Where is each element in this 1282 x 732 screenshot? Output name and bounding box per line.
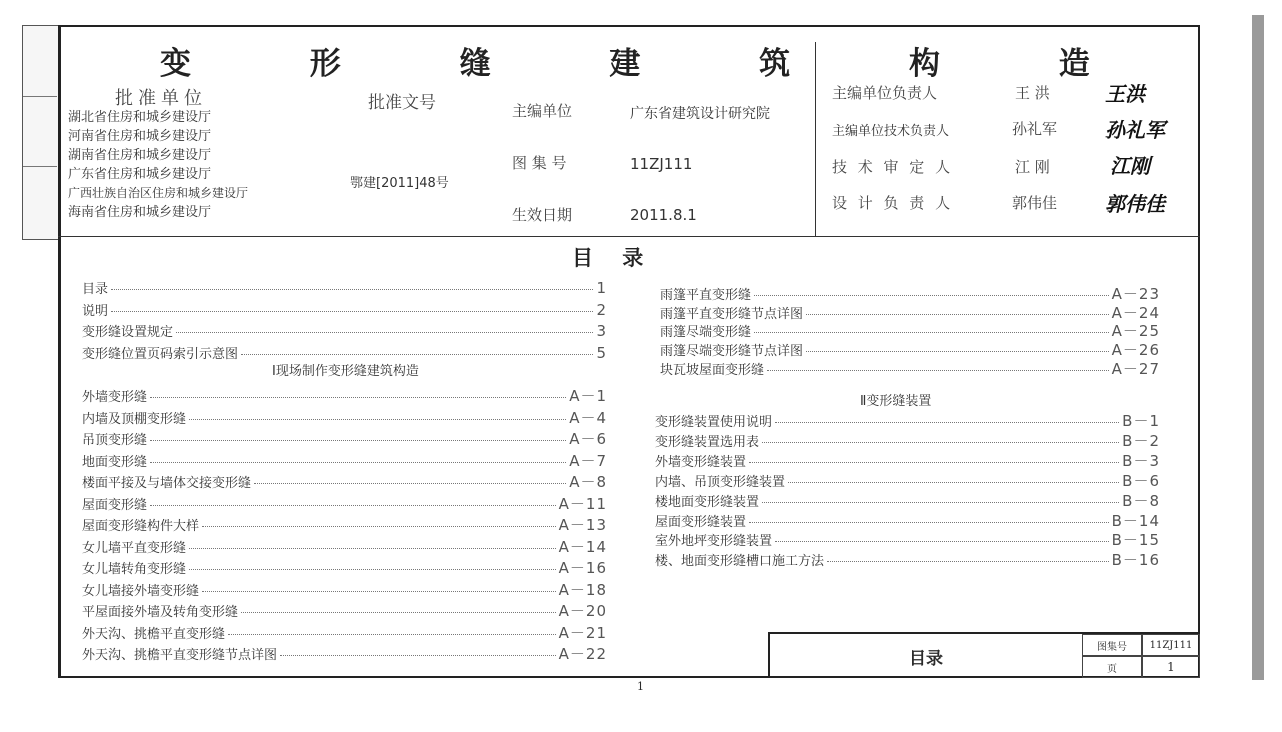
leader-dots <box>176 332 593 333</box>
toc-entry[interactable] <box>655 410 1160 431</box>
toc-entry-label: 屋面变形缝 <box>82 497 148 513</box>
leader-dots <box>806 351 1109 352</box>
person-name: 王 洪 <box>1015 84 1050 102</box>
toc-entry-page: B－8 <box>1122 491 1160 510</box>
toc-entry-page: B－2 <box>1122 431 1160 450</box>
approval-doc-label: 批准文号 <box>368 93 436 113</box>
title-block <box>768 632 1200 678</box>
approval-unit: 广西壮族自治区住房和城乡建设厅 <box>68 186 249 200</box>
toc-entry-label: 屋面变形缝构件大样 <box>82 519 200 534</box>
toc-entry[interactable] <box>655 549 1160 570</box>
toc-entry-page: A－24 <box>1111 303 1160 322</box>
toc-entry[interactable] <box>82 557 607 578</box>
leader-dots <box>767 370 1109 371</box>
toc-entry-page: B－16 <box>1111 551 1160 570</box>
leader-dots <box>150 397 566 398</box>
toc-entry-page: A－22 <box>558 645 607 663</box>
leader-dots <box>806 314 1109 315</box>
leader-dots <box>111 311 593 312</box>
toc-entry[interactable] <box>82 471 607 492</box>
leader-dots <box>202 591 556 592</box>
toc-entry-page: B－6 <box>1122 471 1160 490</box>
margin-cell <box>23 96 57 167</box>
effective-date-label: 生效日期 <box>512 206 573 224</box>
toc-entry-page: A－6 <box>569 430 607 448</box>
approval-doc: 鄂建[2011]48号 <box>350 176 449 191</box>
leader-dots <box>228 634 556 635</box>
toc-entry[interactable] <box>82 407 607 428</box>
toc-entry-label: 雨篷尽端变形缝节点详图 <box>660 344 804 360</box>
leader-dots <box>254 483 566 484</box>
page-cell: 1 <box>1142 656 1200 678</box>
signature: 王洪 <box>1105 82 1145 106</box>
margin-signature <box>23 26 57 97</box>
signature: 江刚 <box>1110 154 1150 178</box>
toc-entry-page: A－13 <box>558 516 607 534</box>
toc-entry-label: 外天沟、挑檐平直变形缝 <box>82 626 226 642</box>
toc-entry-label: 吊顶变形缝 <box>82 433 148 448</box>
leader-dots <box>749 462 1119 463</box>
toc-entry-page: A－25 <box>1111 322 1160 341</box>
atlas-no-label: 图 集 号 <box>512 154 567 172</box>
leader-dots <box>754 295 1109 296</box>
toc-entry-label: 室外地坪变形缝装置 <box>655 534 773 550</box>
leader-dots <box>749 522 1109 523</box>
leader-dots <box>150 505 556 506</box>
toc-entry-label: 外墙变形缝装置 <box>655 454 747 470</box>
toc-entry[interactable] <box>655 470 1160 491</box>
page-label-cell: 页 <box>1082 656 1142 678</box>
header-divider <box>58 236 1200 237</box>
toc-entry[interactable] <box>82 300 607 319</box>
person-name: 江 刚 <box>1015 158 1050 176</box>
toc-entry-page: A－1 <box>569 387 607 405</box>
margin-cell <box>23 166 57 239</box>
title-block-name: 目录 <box>909 648 943 669</box>
person-role: 技 术 审 定 人 <box>832 158 954 176</box>
leader-dots <box>762 502 1119 503</box>
person-role: 主编单位负责人 <box>832 84 938 102</box>
person-name: 孙礼军 <box>1012 120 1058 138</box>
editor-unit: 广东省建筑设计研究院 <box>630 106 770 122</box>
signature: 郭伟佳 <box>1105 192 1165 216</box>
toc-entry-label: 女儿墙接外墙变形缝 <box>82 583 200 599</box>
toc-entry-page: B－15 <box>1111 531 1160 550</box>
toc-entry-label: 变形缝装置使用说明 <box>655 415 773 430</box>
toc-entry[interactable] <box>655 529 1160 550</box>
toc-entry-label: 雨篷平直变形缝 <box>660 288 752 303</box>
toc-entry[interactable] <box>82 643 607 664</box>
toc-entry-label: 内墙、吊顶变形缝装置 <box>655 474 786 490</box>
toc-entry[interactable] <box>82 321 607 340</box>
toc-entry-page: A－7 <box>569 451 607 470</box>
toc-entry-label: 屋面变形缝装置 <box>655 514 747 530</box>
toc-entry[interactable] <box>82 493 607 514</box>
toc-entry-label: 变形缝位置页码索引示意图 <box>82 346 239 362</box>
leader-dots <box>202 526 556 527</box>
toc-entry-label: 变形缝装置选用表 <box>655 434 760 450</box>
scan-edge <box>1252 15 1264 680</box>
approval-unit: 湖南省住房和城乡建设厅 <box>68 148 212 163</box>
leader-dots <box>111 289 593 290</box>
toc-entry-page: A－23 <box>1111 285 1160 303</box>
leader-dots <box>762 442 1119 443</box>
toc-entry-label: 说明 <box>82 303 109 319</box>
leader-dots <box>827 561 1109 562</box>
margin-signature-strip <box>22 25 58 240</box>
person-role: 主编单位技术负责人 <box>832 124 950 139</box>
toc-section-heading: Ⅰ现场制作变形缝建筑构造 <box>272 364 419 379</box>
toc-entry-page: A－14 <box>558 537 607 556</box>
toc-entry-label: 块瓦坡屋面变形缝 <box>660 362 765 378</box>
leader-dots <box>775 541 1109 542</box>
approval-units-list <box>68 108 248 222</box>
toc-entry[interactable] <box>82 385 607 406</box>
toc-entry-label: 楼面平接及与墙体交接变形缝 <box>82 476 252 491</box>
document-title: 变 形 缝 建 筑 构 造 <box>160 46 1144 82</box>
approval-unit: 海南省住房和城乡建设厅 <box>68 205 212 220</box>
toc-entry-label: 雨篷尽端变形缝 <box>660 325 752 341</box>
toc-entry-page: B－3 <box>1122 451 1160 470</box>
toc-entry-page: A－27 <box>1111 359 1160 378</box>
toc-entry-page: A－8 <box>569 473 607 491</box>
toc-entry-label: 雨篷平直变形缝节点详图 <box>660 306 804 322</box>
toc-entry[interactable] <box>82 514 607 535</box>
toc-entry[interactable] <box>82 428 607 449</box>
atlas-no-cell: 11ZJ111 <box>1142 634 1200 656</box>
toc-entry-label: 楼地面变形缝装置 <box>655 494 760 510</box>
toc-entry-page: A－21 <box>558 623 607 642</box>
toc-entry[interactable] <box>655 430 1160 451</box>
toc-entry[interactable] <box>82 536 607 557</box>
toc-entry[interactable] <box>655 450 1160 471</box>
toc-entry-page: A－11 <box>558 494 607 513</box>
leader-dots <box>189 569 556 570</box>
toc-entry-page: 3 <box>596 322 607 340</box>
toc-entry[interactable] <box>82 278 607 297</box>
leader-dots <box>189 548 556 549</box>
toc-entry-label: 变形缝设置规定 <box>82 325 174 340</box>
toc-entry-page: 2 <box>596 300 607 319</box>
toc-entry-page: A－26 <box>1111 341 1160 360</box>
toc-entry-page: B－14 <box>1111 511 1160 530</box>
toc-entry[interactable] <box>82 600 607 621</box>
toc-entry[interactable] <box>82 343 607 362</box>
toc-entry-label: 楼、地面变形缝槽口施工方法 <box>655 554 825 570</box>
leader-dots <box>775 422 1119 423</box>
leader-dots <box>150 462 566 463</box>
toc-entry-label: 女儿墙平直变形缝 <box>82 540 187 556</box>
approval-unit: 湖北省住房和城乡建设厅 <box>68 110 212 125</box>
toc-entry-page: A－18 <box>558 580 607 599</box>
leader-dots <box>150 440 566 441</box>
approval-unit-label: 批准单位 <box>115 88 207 109</box>
toc-entry[interactable] <box>660 358 1160 379</box>
effective-date: 2011.8.1 <box>630 206 697 224</box>
person-name: 郭伟佳 <box>1012 194 1058 212</box>
toc-entry[interactable] <box>82 622 607 643</box>
toc-entry-label: 外天沟、挑檐平直变形缝节点详图 <box>82 648 278 663</box>
toc-entry-page: 1 <box>596 279 607 297</box>
editor-unit-label: 主编单位 <box>512 102 573 120</box>
toc-entry-label: 目录 <box>82 282 109 297</box>
approval-unit: 河南省住房和城乡建设厅 <box>68 129 212 144</box>
toc-entry[interactable] <box>82 579 607 600</box>
leader-dots <box>189 419 566 420</box>
leader-dots <box>280 655 556 656</box>
toc-title: 目 录 <box>572 246 644 270</box>
approval-unit: 广东省住房和城乡建设厅 <box>68 167 212 182</box>
toc-entry-label: 外墙变形缝 <box>82 390 148 405</box>
leader-dots <box>241 612 556 613</box>
toc-entry[interactable] <box>655 510 1160 531</box>
toc-entry-page: A－16 <box>558 559 607 577</box>
toc-entry[interactable] <box>655 490 1160 511</box>
toc-entry-page: A－20 <box>558 602 607 620</box>
leader-dots <box>241 354 593 355</box>
toc-section-heading: Ⅱ变形缝装置 <box>860 394 932 409</box>
toc-entry-label: 女儿墙转角变形缝 <box>82 562 187 577</box>
toc-entry-page: 5 <box>596 343 607 362</box>
atlas-no-label-cell: 图集号 <box>1082 634 1142 656</box>
toc-entry-page: B－1 <box>1122 412 1160 430</box>
toc-entry-label: 地面变形缝 <box>82 454 148 470</box>
toc-entry-page: A－4 <box>569 408 607 427</box>
toc-entry-label: 内墙及顶棚变形缝 <box>82 411 187 427</box>
signature: 孙礼军 <box>1105 118 1165 142</box>
leader-dots <box>754 332 1109 333</box>
toc-entry-label: 平屋面接外墙及转角变形缝 <box>82 605 239 620</box>
toc-entry[interactable] <box>82 450 607 471</box>
atlas-no: 11ZJ111 <box>630 155 693 173</box>
page-number: 1 <box>637 680 644 693</box>
leader-dots <box>788 482 1119 483</box>
person-role: 设 计 负 责 人 <box>832 194 954 212</box>
